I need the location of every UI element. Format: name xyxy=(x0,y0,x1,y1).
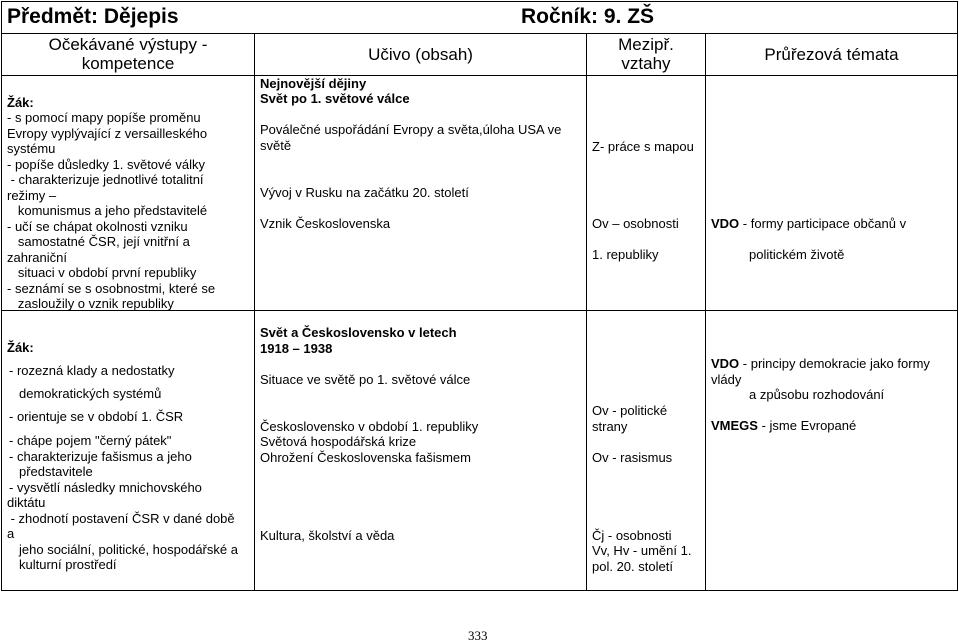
relation-item: strany xyxy=(592,419,628,434)
content-item: Vývoj v Rusku na začátku 20. století xyxy=(260,185,469,200)
column-divider xyxy=(586,33,587,591)
theme-text: - formy participace občanů v xyxy=(739,216,907,231)
output-line: systému xyxy=(7,141,56,156)
relation-item: Ov - rasismus xyxy=(592,450,673,465)
column-divider xyxy=(705,33,706,591)
student-label: Žák: xyxy=(7,340,34,355)
output-line: komunismus a jeho představitelé xyxy=(7,203,208,218)
output-line: zahraniční xyxy=(7,249,67,265)
relation-item: Z- práce s mapou xyxy=(592,139,694,154)
content-item: Československo v období 1. republiky xyxy=(260,419,479,434)
output-line: - orientuje se v období 1. ČSR xyxy=(9,409,184,424)
relation-item: pol. 20. století xyxy=(592,559,673,574)
theme-item xyxy=(711,418,856,434)
outputs-list xyxy=(7,110,215,312)
subject-title: Předmět: Dějepis xyxy=(7,5,179,28)
output-line: kulturní prostředí xyxy=(19,557,117,572)
theme-text-continued: politickém životě xyxy=(749,247,845,262)
outputs-list xyxy=(7,433,238,573)
col-header-content: Učivo (obsah) xyxy=(368,45,473,64)
theme-text: - principy demokracie jako formy xyxy=(739,356,930,371)
output-line: - učí se chápat okolnosti vzniku xyxy=(7,218,188,234)
theme-item xyxy=(711,356,930,372)
content-item: Kultura, školství a věda xyxy=(260,528,395,543)
content-subheading: Svět po 1. světové válce xyxy=(260,91,410,106)
output-line: situaci v období první republiky xyxy=(7,265,197,280)
output-line: - charakterizuje fašismus a jeho xyxy=(9,448,192,464)
col-header-outputs-line1: Očekávané výstupy - xyxy=(48,35,208,54)
theme-item xyxy=(711,216,906,232)
theme-text-continued: a způsobu rozhodování xyxy=(749,387,885,402)
output-line: - zhodnotí postavení ČSR v dané době xyxy=(7,510,235,526)
output-line: představitele xyxy=(19,464,93,479)
grade-title: Ročník: 9. ZŠ xyxy=(521,5,655,28)
content-item: světě xyxy=(260,138,292,153)
output-line: - charakterizuje jednotlivé totalitní xyxy=(7,172,204,187)
page-number: 333 xyxy=(468,628,488,643)
theme-tag: VDO xyxy=(711,356,740,371)
output-line: - s pomocí mapy popíše proměnu xyxy=(7,110,201,125)
theme-text-continued: vlády xyxy=(711,372,742,387)
col-header-relations xyxy=(587,35,705,73)
col-header-outputs-line2: kompetence xyxy=(81,54,175,73)
relation-item: Čj - osobnosti xyxy=(592,528,672,543)
content-item: Poválečné uspořádání Evropy a světa,úloha USA ve xyxy=(260,122,562,137)
table-border-left xyxy=(1,1,2,591)
output-line: Evropy vyplývající z versailleského xyxy=(7,125,208,141)
table-border-top xyxy=(1,1,958,2)
header-row-divider xyxy=(1,33,958,34)
student-label: Žák: xyxy=(7,95,34,110)
col-header-outputs xyxy=(2,35,254,73)
output-line: demokratických systémů xyxy=(19,386,162,401)
content-item: Situace ve světě po 1. světové válce xyxy=(260,372,471,387)
col-header-relations-line1: Mezipř. xyxy=(618,35,674,54)
output-line: - seznámí se s osobnostmi, které se xyxy=(7,280,216,296)
col-header-relations-line2: vztahy xyxy=(621,54,671,73)
output-line: a xyxy=(7,526,15,541)
content-item: Ohrožení Československa fašismem xyxy=(260,450,471,465)
output-line: jeho sociální, politické, hospodářské a xyxy=(19,541,238,557)
output-line: - rozezná klady a nedostatky xyxy=(9,363,175,378)
col-header-themes: Průřezová témata xyxy=(764,45,899,64)
colheader-row-divider xyxy=(1,75,958,76)
output-line: zasloužily o vznik republiky xyxy=(7,296,174,311)
table-border-bottom xyxy=(1,590,958,591)
relation-item: Ov - politické xyxy=(592,403,668,418)
relation-item: Ov – osobnosti xyxy=(592,216,679,231)
relation-item: 1. republiky xyxy=(592,247,659,262)
output-line: - vysvětlí následky mnichovského xyxy=(9,479,202,495)
content-heading: Nejnovější dějiny xyxy=(260,76,367,91)
output-line: - chápe pojem "černý pátek" xyxy=(9,433,172,448)
output-line: režimy – xyxy=(7,187,57,203)
content-item: Vznik Československa xyxy=(260,216,391,231)
content-heading: Svět a Československo v letech xyxy=(260,325,457,340)
output-line: samostatné ČSR, její vnitřní a xyxy=(7,234,190,249)
theme-tag: VMEGS xyxy=(711,418,758,433)
theme-tag: VDO xyxy=(711,216,740,231)
theme-text: - jsme Evropané xyxy=(757,418,857,433)
output-line: diktátu xyxy=(7,495,46,510)
column-divider xyxy=(254,33,255,591)
relation-item: Vv, Hv - umění 1. xyxy=(592,543,692,558)
content-item: Světová hospodářská krize xyxy=(260,434,417,449)
table-border-right xyxy=(957,1,958,591)
content-subheading: 1918 – 1938 xyxy=(260,341,333,356)
output-line: - popíše důsledky 1. světové války xyxy=(7,156,205,172)
